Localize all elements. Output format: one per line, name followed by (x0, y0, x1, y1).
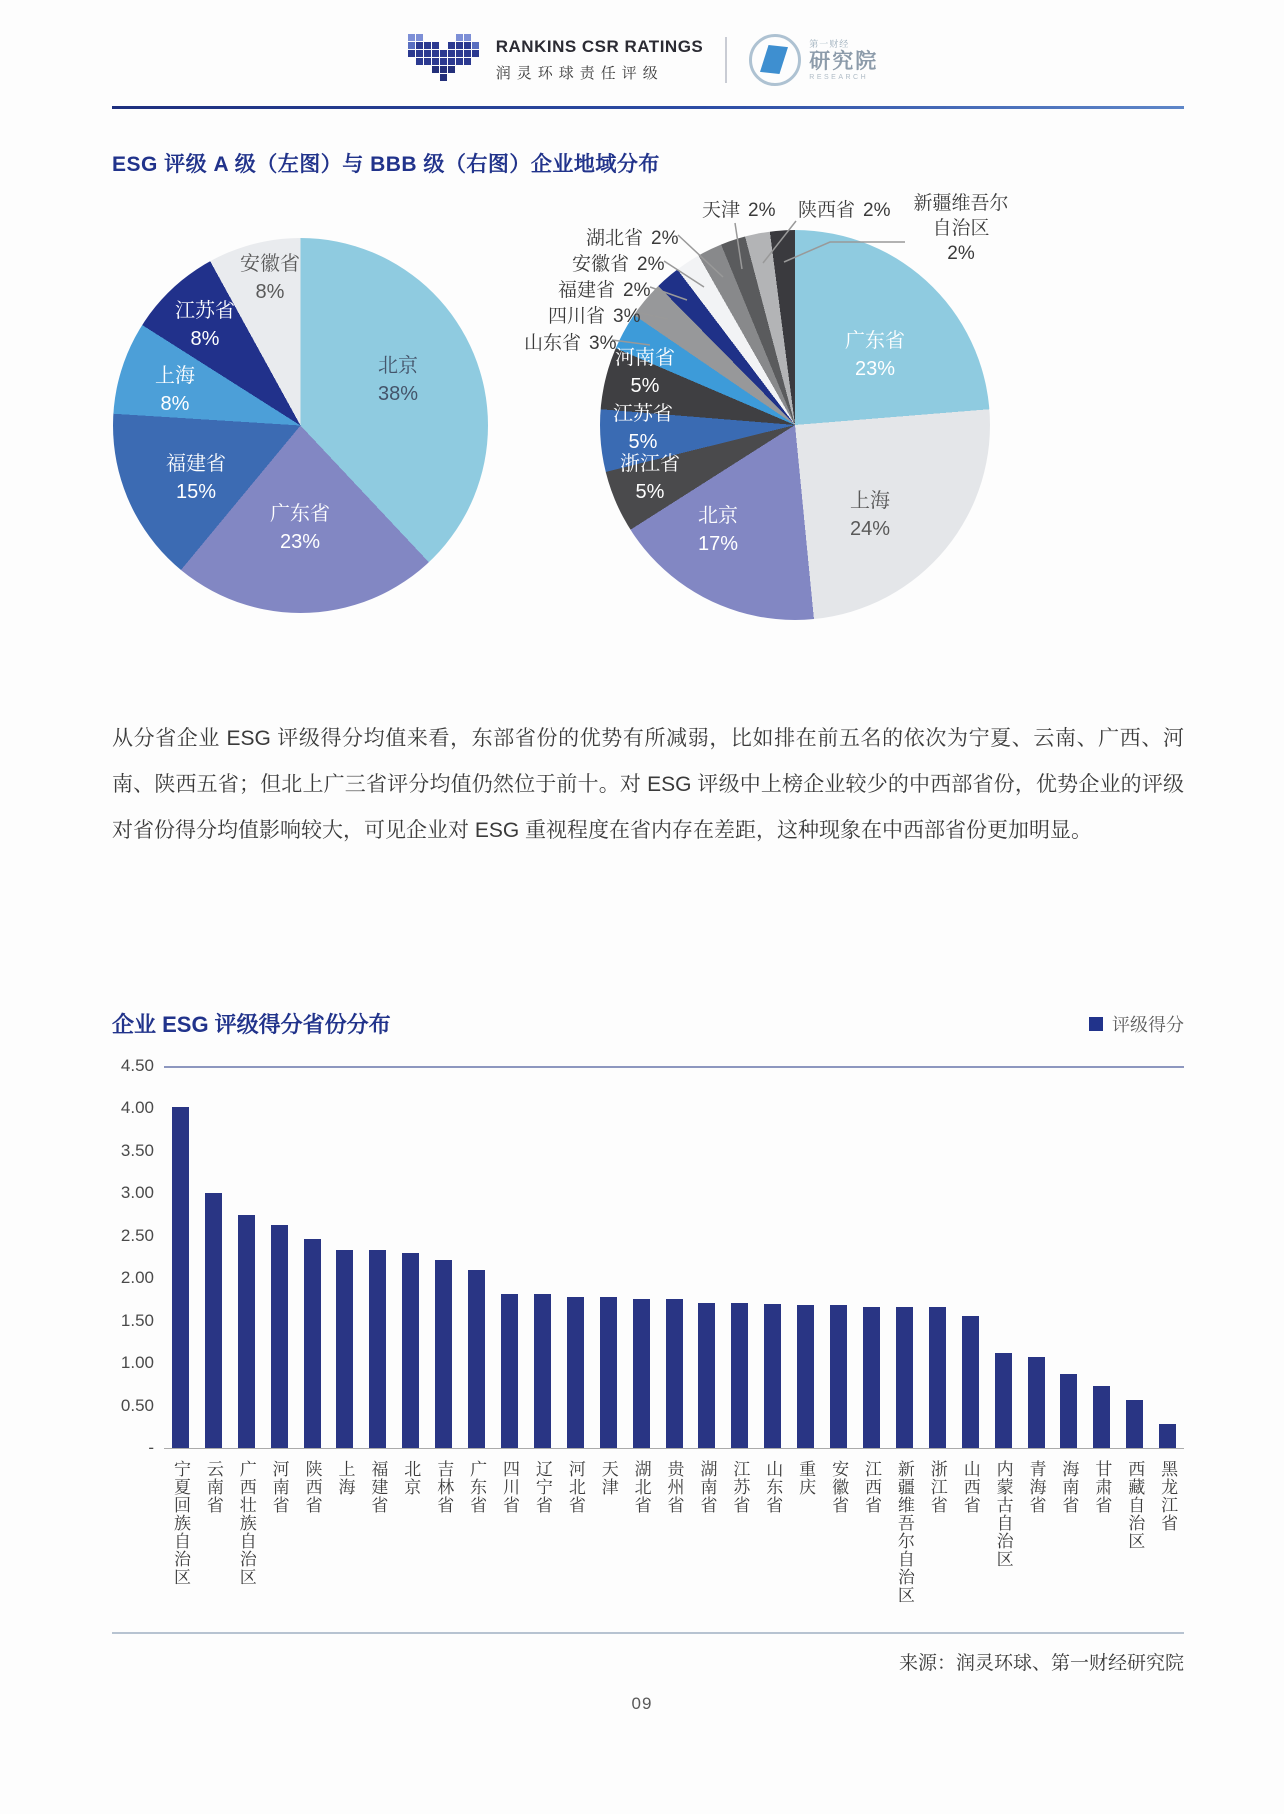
x-axis-label: 新疆维吾尔自治区 (894, 1460, 914, 1604)
y-axis-tick: 4.00 (120, 1098, 154, 1118)
bar (205, 1193, 222, 1449)
bar-slot (559, 1297, 592, 1448)
bar-slot (1151, 1424, 1184, 1448)
analysis-paragraph: 从分省企业 ESG 评级得分均值来看，东部省份的优势有所减弱，比如排在前五名的依次为宁夏、云南、广西、河南、陕西五省；但北上广三省评分均值仍然位于前十。对 ESG 评级中上榜企业较少的中西部省份，优势企业的评级对省份得分均值影响较大，可见企业对 ESG 重视程度在省内存在差距，这种现象在中西部省份更加明显。 (112, 727, 1184, 842)
bar (238, 1215, 255, 1448)
legend-swatch-icon (1089, 1017, 1103, 1031)
pie-callout-label: 四川省 3% (548, 306, 641, 327)
x-label-slot (723, 1460, 756, 1604)
x-axis-label: 青海省 (1026, 1460, 1046, 1514)
pie-callout-label: 安徽省 2% (572, 254, 665, 275)
x-label-slot (493, 1460, 526, 1604)
page-number: 09 (631, 1694, 653, 1713)
bar (731, 1303, 748, 1448)
bar-slot (394, 1253, 427, 1448)
x-axis-label: 吉林省 (434, 1460, 454, 1514)
x-label-slot (526, 1460, 559, 1604)
bar (369, 1250, 386, 1448)
x-axis-labels (164, 1460, 1184, 1604)
pie-slice-label: 安徽省 8% (240, 253, 300, 303)
bar (600, 1297, 617, 1448)
source-note: 来源：润灵环球、第一财经研究院 (898, 1653, 1184, 1674)
x-axis-label: 四川省 (500, 1460, 520, 1514)
bar (1060, 1374, 1077, 1448)
bar (863, 1307, 880, 1448)
x-label-slot (1118, 1460, 1151, 1604)
pie-chart-a-grade (100, 195, 530, 665)
bar-slot (1085, 1386, 1118, 1448)
bar (1159, 1424, 1176, 1448)
bar-slot (230, 1215, 263, 1448)
bar (1126, 1400, 1143, 1448)
x-label-slot (756, 1460, 789, 1604)
pies-section-title: ESG 评级 A 级（左图）与 BBB 级（右图）企业地域分布 (112, 153, 660, 176)
pie-callout-label: 湖北省 2% (586, 228, 679, 249)
brand-divider (725, 37, 727, 83)
x-axis-label: 河北省 (565, 1460, 585, 1514)
rankins-brand (406, 30, 704, 90)
bar-slot (197, 1193, 230, 1449)
x-label-slot (592, 1460, 625, 1604)
bar (1093, 1386, 1110, 1448)
header (0, 30, 1284, 90)
y-axis-tick: 2.50 (120, 1225, 154, 1245)
bar (995, 1353, 1012, 1448)
y-axis (112, 1056, 154, 1457)
bar (534, 1294, 551, 1448)
bar-slot (164, 1107, 197, 1448)
x-label-slot (691, 1460, 724, 1604)
bar-slot (723, 1303, 756, 1448)
x-axis-label: 山西省 (960, 1460, 980, 1514)
x-axis-label: 上海 (335, 1460, 355, 1496)
bar-slot (263, 1225, 296, 1448)
bar-slot (526, 1294, 559, 1448)
bar (929, 1307, 946, 1448)
bar-slot (625, 1299, 658, 1448)
pie-slice-label: 广东省 23% (845, 330, 905, 380)
bar (797, 1305, 814, 1448)
rankins-brand-subtitle: 润灵环球责任评级 (495, 65, 664, 82)
bars (164, 1066, 1184, 1448)
bar (666, 1299, 683, 1448)
x-label-slot (1020, 1460, 1053, 1604)
bar-slot (296, 1239, 329, 1448)
bar-slot (460, 1270, 493, 1448)
pie-slice-label: 上海 8% (155, 365, 195, 415)
pie-callout-label: 陕西省 2% (798, 200, 891, 221)
x-label-slot (1085, 1460, 1118, 1604)
x-axis-label: 陕西省 (302, 1460, 322, 1514)
x-axis-label: 湖南省 (697, 1460, 717, 1514)
x-label-slot (559, 1460, 592, 1604)
x-label-slot (394, 1460, 427, 1604)
yicai-brand-sub: RESEARCH (809, 73, 869, 81)
bar-slot (921, 1307, 954, 1448)
x-label-slot (263, 1460, 296, 1604)
bar-slot (1020, 1357, 1053, 1448)
bar (468, 1270, 485, 1448)
bar-slot (592, 1297, 625, 1448)
bar-slot (691, 1303, 724, 1448)
bar-slot (855, 1307, 888, 1448)
x-axis-label: 湖北省 (631, 1460, 651, 1514)
footer-rule (112, 1632, 1184, 1634)
x-label-slot (921, 1460, 954, 1604)
x-label-slot (822, 1460, 855, 1604)
bar (435, 1260, 452, 1449)
bar-slot (361, 1250, 394, 1448)
yicai-logo-icon (749, 34, 801, 86)
yicai-brand-top: 第一财经 (809, 38, 850, 49)
y-axis-tick: - (148, 1438, 154, 1457)
x-axis-label: 内蒙古自治区 (993, 1460, 1013, 1568)
x-axis-label: 福建省 (368, 1460, 388, 1514)
bar-slot (954, 1316, 987, 1448)
x-label-slot (954, 1460, 987, 1604)
pie-slice-label: 上海 24% (849, 490, 891, 540)
bar (172, 1107, 189, 1448)
bar (633, 1299, 650, 1448)
x-axis-label: 重庆 (796, 1460, 816, 1496)
bar-slot (658, 1299, 691, 1448)
pie-chart-bbb-grade (520, 185, 1184, 655)
y-axis-tick: 1.50 (120, 1310, 154, 1330)
pie-slice-label: 河南省 5% (615, 347, 675, 397)
pie-slice-label: 北京 17% (697, 505, 739, 555)
pie-callout-label: 福建省 2% (558, 280, 651, 301)
bar-chart-legend (1089, 1011, 1184, 1037)
pie-slice-label: 浙江省 5% (620, 453, 680, 503)
y-axis-tick: 2.00 (120, 1268, 154, 1288)
bar-slot (756, 1304, 789, 1448)
x-axis-label: 宁夏回族自治区 (170, 1460, 190, 1586)
x-label-slot (855, 1460, 888, 1604)
bar (271, 1225, 288, 1448)
bar (830, 1305, 847, 1448)
x-label-slot (197, 1460, 230, 1604)
x-axis-label: 西藏自治区 (1125, 1460, 1145, 1550)
y-axis-tick: 1.00 (120, 1353, 154, 1373)
bar-slot (329, 1250, 362, 1448)
x-axis-label: 江苏省 (730, 1460, 750, 1514)
x-axis-label: 海南省 (1059, 1460, 1079, 1514)
x-axis-label: 山东省 (763, 1460, 783, 1514)
x-axis-label: 辽宁省 (532, 1460, 552, 1514)
y-axis-tick: 3.00 (120, 1183, 154, 1203)
bar (698, 1303, 715, 1448)
x-label-slot (164, 1460, 197, 1604)
x-axis-label: 广东省 (467, 1460, 487, 1514)
pie-slice-label: 江苏省 8% (175, 300, 235, 350)
x-label-slot (460, 1460, 493, 1604)
x-axis-label: 江西省 (861, 1460, 881, 1514)
bar-slot (822, 1305, 855, 1448)
bar (764, 1304, 781, 1448)
x-axis-label: 广西壮族自治区 (236, 1460, 256, 1586)
pie-slice-label: 福建省 15% (166, 453, 226, 503)
bar-slot (789, 1305, 822, 1448)
bar-slot (1118, 1400, 1151, 1448)
bar-chart-header (112, 1008, 1184, 1039)
x-axis-label: 贵州省 (664, 1460, 684, 1514)
x-label-slot (329, 1460, 362, 1604)
y-axis-tick: 4.50 (120, 1056, 154, 1075)
legend-label: 评级得分 (1112, 1014, 1184, 1035)
x-label-slot (1052, 1460, 1085, 1604)
x-label-slot (230, 1460, 263, 1604)
y-axis-tick: 0.50 (120, 1395, 154, 1415)
bar-slot (493, 1294, 526, 1448)
plot-area (164, 1066, 1184, 1449)
x-label-slot (658, 1460, 691, 1604)
x-axis-label: 河南省 (269, 1460, 289, 1514)
pie-a-grade (113, 238, 488, 613)
bar (896, 1307, 913, 1448)
x-axis-label: 浙江省 (927, 1460, 947, 1514)
pie-callout-label: 天津 2% (702, 200, 776, 221)
x-axis-label: 安徽省 (829, 1460, 849, 1514)
pie-slice-label: 广东省 23% (270, 503, 330, 553)
x-axis-label: 甘肃省 (1092, 1460, 1112, 1514)
yicai-brand-main: 研究院 (809, 49, 879, 73)
pie-slice-label: 江苏省 5% (613, 403, 673, 453)
bar (567, 1297, 584, 1448)
bar (1028, 1357, 1045, 1448)
pie-slice-label: 北京 38% (377, 355, 419, 405)
x-label-slot (1151, 1460, 1184, 1604)
pie-callout-label: 新疆维吾尔自治区 2% (913, 193, 1009, 264)
rankins-brand-name: RANKINS CSR RATINGS (495, 37, 704, 56)
x-axis-label: 黑龙江省 (1158, 1460, 1178, 1532)
rankins-heart-logo-icon (406, 30, 484, 90)
bar (402, 1253, 419, 1448)
x-label-slot (888, 1460, 921, 1604)
x-axis-label: 北京 (401, 1460, 421, 1496)
x-label-slot (987, 1460, 1020, 1604)
bar-slot (888, 1307, 921, 1448)
x-axis-label: 天津 (598, 1460, 618, 1496)
bar-slot (1052, 1374, 1085, 1448)
bar (304, 1239, 321, 1448)
bar (962, 1316, 979, 1448)
header-rule (112, 106, 1184, 109)
x-axis-label: 云南省 (203, 1460, 223, 1514)
bar (336, 1250, 353, 1448)
yicai-brand (749, 34, 878, 86)
bar (501, 1294, 518, 1448)
bar-chart-title: 企业 ESG 评级得分省份分布 (112, 1012, 391, 1037)
y-axis-tick: 3.50 (120, 1140, 154, 1160)
bar-slot (427, 1260, 460, 1449)
x-label-slot (789, 1460, 822, 1604)
pie-callout-label: 山东省 3% (524, 333, 617, 354)
x-label-slot (625, 1460, 658, 1604)
x-label-slot (296, 1460, 329, 1604)
x-label-slot (361, 1460, 394, 1604)
bar-slot (987, 1353, 1020, 1448)
x-label-slot (427, 1460, 460, 1604)
